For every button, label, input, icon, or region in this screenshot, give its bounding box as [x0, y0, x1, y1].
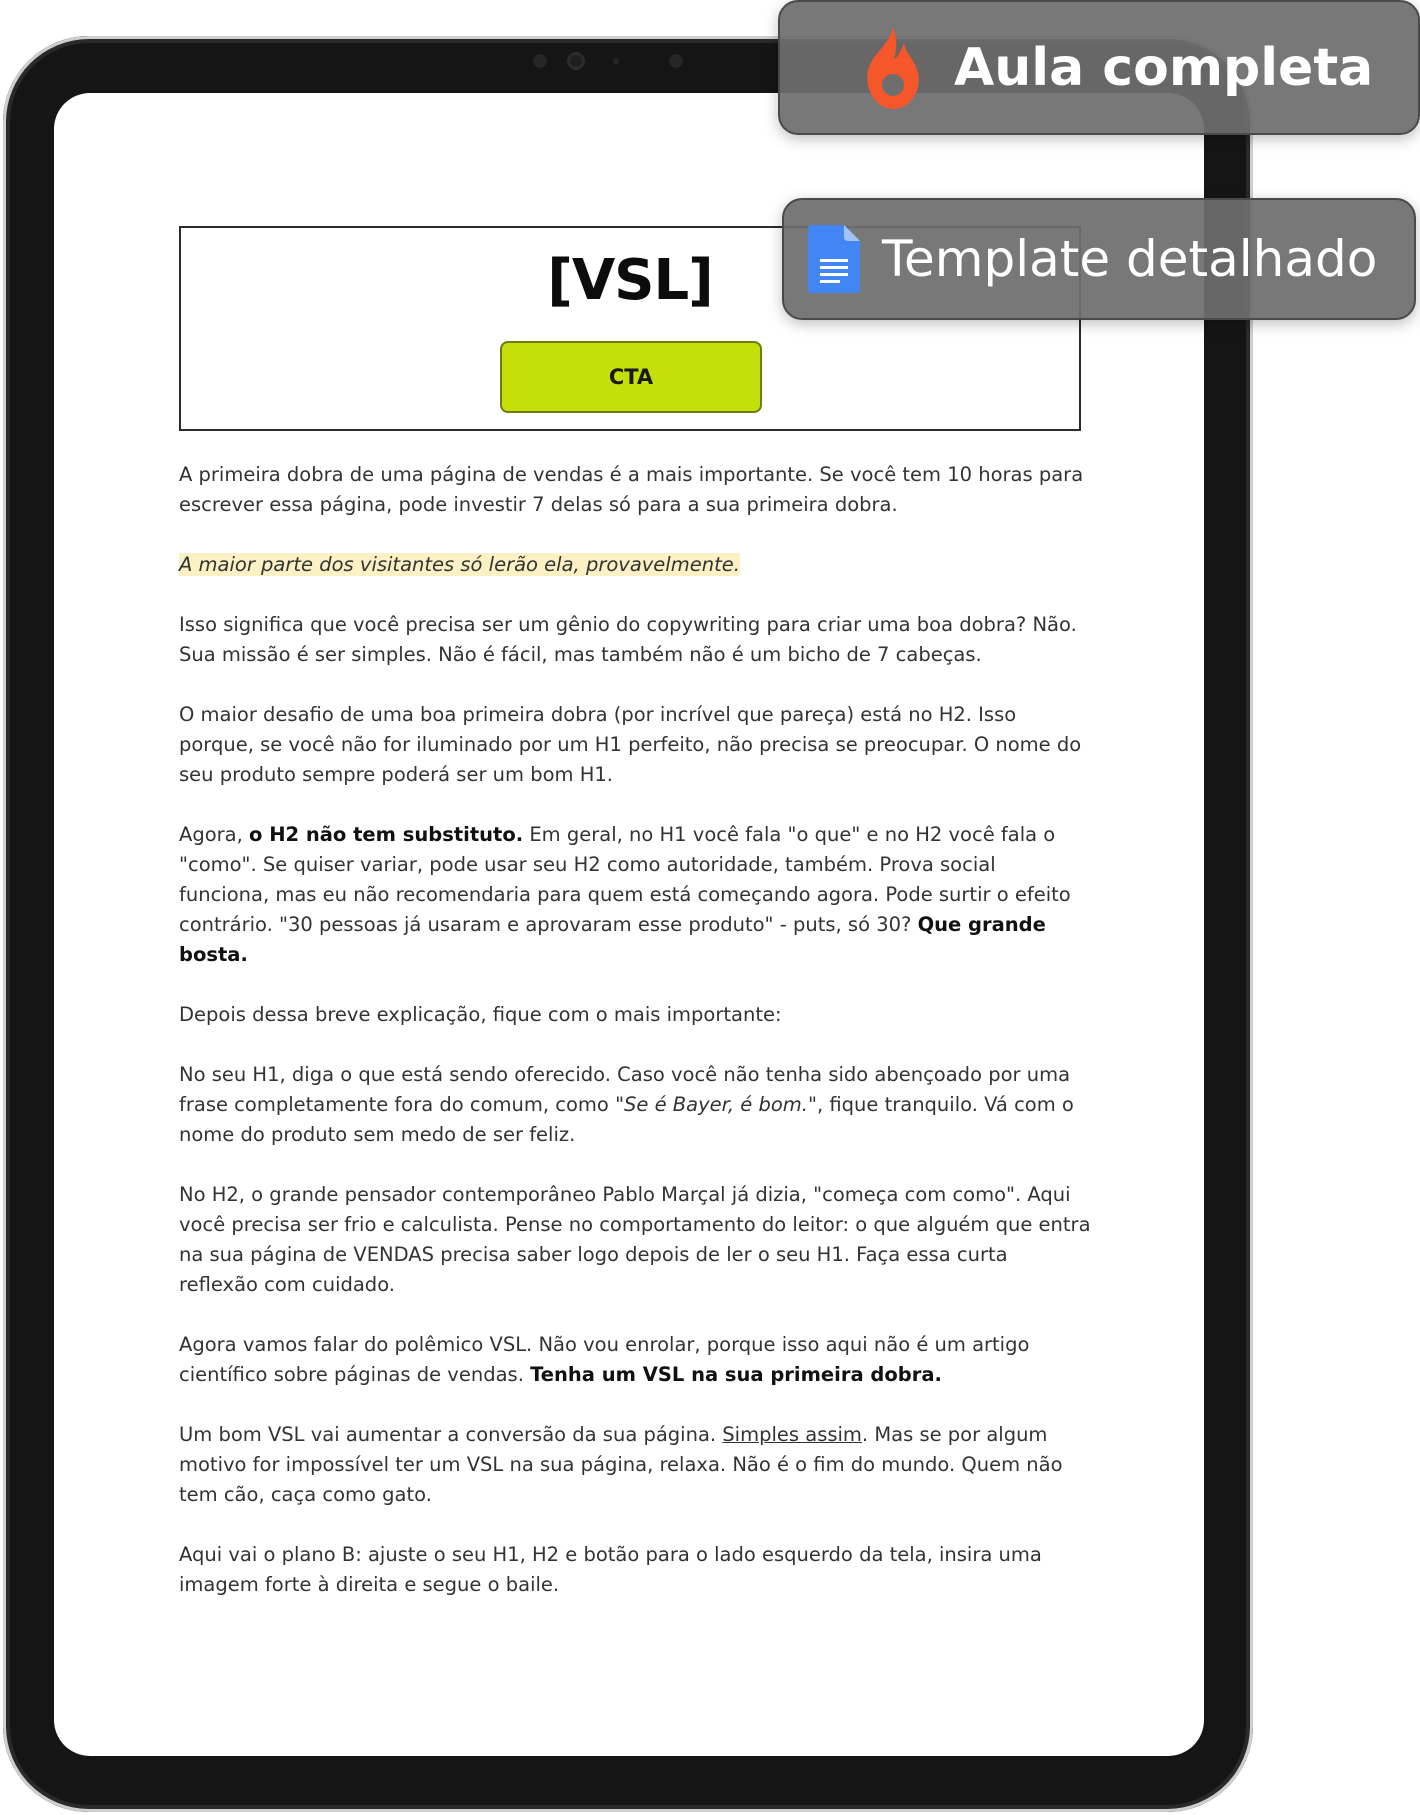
paragraph: [179, 1060, 1091, 1150]
text-run: Em geral, no H1 você fala "o que" e no H2 você fala o "como". Se quiser variar, pode usar seu H2 como autoridade, também. Prova social funciona, mas eu não recomendaria para quem está começando agora. Pode surtir o efeito contrário. "30 pessoas já usaram e aprovaram esse produto" - puts, só 30?: [179, 823, 1071, 936]
camera-bar: [533, 50, 763, 72]
sensor-dot: [613, 58, 619, 64]
paragraph: [179, 1420, 1091, 1510]
paragraph: A primeira dobra de uma página de vendas é a mais importante. Se você tem 10 horas para escrever essa página, pode investir 7 delas só para a sua primeira dobra.: [179, 463, 1084, 516]
bold-text: Que grande bosta.: [179, 913, 1046, 966]
camera-lens: [567, 52, 585, 70]
paragraph: [179, 1330, 1091, 1390]
document-body: [179, 460, 1091, 1630]
text-run: Um bom VSL vai aumentar a conversão da sua página.: [179, 1423, 723, 1446]
text-run: , fique tranquilo. Vá com o nome do produto sem medo de ser feliz.: [179, 1093, 1074, 1146]
flame-icon: [860, 25, 926, 111]
bold-text: o H2 não tem substituto.: [249, 823, 524, 846]
cta-button[interactable]: CTA: [500, 341, 762, 413]
sensor-dot: [669, 54, 683, 68]
paragraph: Aqui vai o plano B: ajuste o seu H1, H2 e botão para o lado esquerdo da tela, insira uma imagem forte à direita e segue o baile.: [179, 1543, 1042, 1596]
google-docs-icon: [808, 225, 860, 293]
text-run: . Mas se por algum motivo for impossível ter um VSL na sua página, relaxa. Não é o fim do mundo. Quem não tem cão, caça como gato.: [179, 1423, 1063, 1506]
sensor-dot: [533, 54, 547, 68]
badge-label: Aula completa: [954, 37, 1374, 98]
paragraph: [179, 550, 1091, 580]
text-run: No seu H1, diga o que está sendo oferecido. Caso você não tenha sido abençoado por uma frase completamente fora do comum, como: [179, 1063, 1071, 1116]
italic-text: "Se é Bayer, é bom.": [615, 1093, 817, 1116]
tablet-screen: [54, 93, 1204, 1756]
vsl-title: [VSL]: [547, 248, 713, 313]
underlined-link[interactable]: Simples assim: [722, 1423, 862, 1446]
paragraph: [179, 820, 1091, 970]
highlighted-text: A maior parte dos visitantes só lerão ela, provavelmente.: [179, 553, 740, 576]
badge-label: Template detalhado: [882, 230, 1378, 288]
paragraph: Depois dessa breve explicação, fique com o mais importante:: [179, 1003, 782, 1026]
text-run: Agora vamos falar do polêmico VSL. Não vou enrolar, porque isso aqui não é um artigo científico sobre páginas de vendas.: [179, 1333, 1030, 1386]
paragraph: O maior desafio de uma boa primeira dobra (por incrível que pareça) está no H2. Isso porque, se você não for iluminado por um H1 perfeito, não precisa se preocupar. O nome do seu produto sempre poderá ser um bom H1.: [179, 703, 1082, 786]
bold-text: Tenha um VSL na sua primeira dobra.: [530, 1363, 942, 1386]
paragraph: Isso significa que você precisa ser um gênio do copywriting para criar uma boa dobra? Não. Sua missão é ser simples. Não é fácil, mas também não é um bicho de 7 cabeças.: [179, 613, 1077, 666]
paragraph: No H2, o grande pensador contemporâneo Pablo Marçal já dizia, "começa com como". Aqui você precisa ser frio e calculista. Pense no comportamento do leitor: o que alguém que entra na sua página de VENDAS precisa saber logo depois de ler o seu H1. Faça essa curta reflexão com cuidado.: [179, 1183, 1091, 1296]
badge-template-detalhado: [782, 198, 1416, 320]
badge-aula-completa: [778, 0, 1420, 135]
text-run: Agora,: [179, 823, 250, 846]
